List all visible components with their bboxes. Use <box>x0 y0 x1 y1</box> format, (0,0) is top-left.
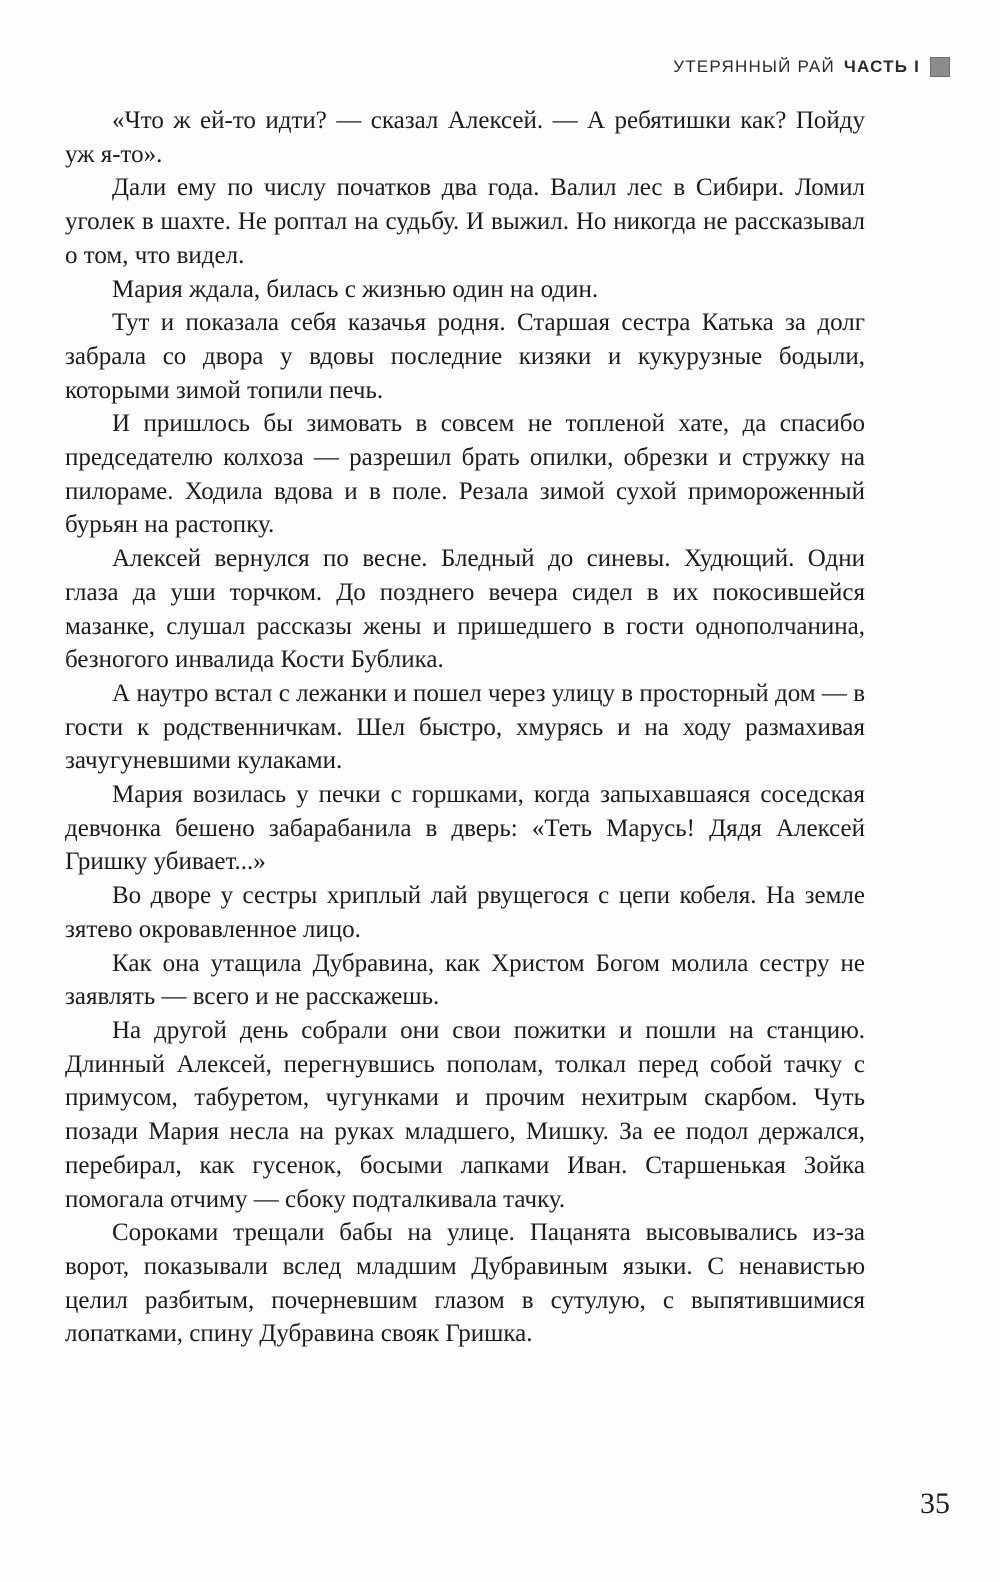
page-body-text <box>65 104 865 1351</box>
page-number: 35 <box>920 1487 950 1520</box>
paragraph: Сороками трещали бабы на улице. Пацанята высовывались из-за ворот, показывали вслед младшим Дубравиным языки. С ненавистью целил разбитым, почерневшим глазом в сутулую, с выпятившимися лопатками, спину Дубравина свояк Гришка. <box>65 1219 865 1348</box>
paragraph: Мария ждала, билась с жизнью один на один. <box>112 275 599 303</box>
running-head <box>673 55 950 79</box>
running-head-part-label: ЧАСТЬ I <box>843 57 920 76</box>
paragraph: Дали ему по числу початков два года. Валил лес в Сибири. Ломил уголек в шахте. Не роптал на судьбу. И выжил. Но никогда не рассказывал о том, что видел. <box>65 174 865 269</box>
paragraph: Алексей вернулся по весне. Бледный до синевы. Худющий. Одни глаза да уши торчком. До позднего вечера сидел в их покосившейся мазанке, слушал рассказы жены и пришедшего в гости однополчанина, безногого инвалида Кости Бублика. <box>65 545 865 674</box>
paragraph: Во дворе у сестры хриплый лай рвущегося с цепи кобеля. На земле зятево окровавленное лицо. <box>65 882 865 943</box>
paragraph: Как она утащила Дубравина, как Христом Богом молила сестру не заявлять — всего и не расскажешь. <box>65 949 865 1011</box>
paragraph: А наутро встал с лежанки и пошел через улицу в просторный дом — в гости к родственничкам. Шел быстро, хмурясь и на ходу размахивая зачугуневшими кулаками. <box>65 679 865 775</box>
running-head-book-title: УТЕРЯННЫЙ РАЙ <box>673 57 835 76</box>
paragraph: На другой день собрали они свои пожитки и пошли на станцию. Длинный Алексей, перегнувшись пополам, толкал перед собой тачку с примусом, табуретом, чугунками и прочим нехитрым скарбом. Чуть позади Мария несла на руках младшего, Мишку. За ее подол держался, перебирал, как гусенок, босыми лапками Иван. Старшенькая Зойка помогала отчиму — сбоку подталкивала тачку. <box>65 1016 865 1213</box>
paragraph: И пришлось бы зимовать в совсем не топленой хате, да спасибо председателю колхоза — разрешил брать опилки, обрезки и стружку на пилораме. Ходила вдова и в поле. Резала зимой сухой примороженный бурьян на растопку. <box>65 410 865 539</box>
paragraph: Мария возилась у печки с горшками, когда запыхавшаяся соседская девчонка бешено забарабанила в дверь: «Теть Марусь! Дядя Алексей Гришку убивает...» <box>65 781 865 876</box>
paragraph: «Что ж ей-то идти? — сказал Алексей. — А ребятишки как? Пойду уж я-то». <box>65 107 865 168</box>
section-marker-square <box>930 57 950 77</box>
paragraph: Тут и показала себя казачья родня. Старшая сестра Катька за долг забрала со двора у вдовы последние кизяки и кукурузные бодыли, которыми зимой топили печь. <box>65 309 865 404</box>
